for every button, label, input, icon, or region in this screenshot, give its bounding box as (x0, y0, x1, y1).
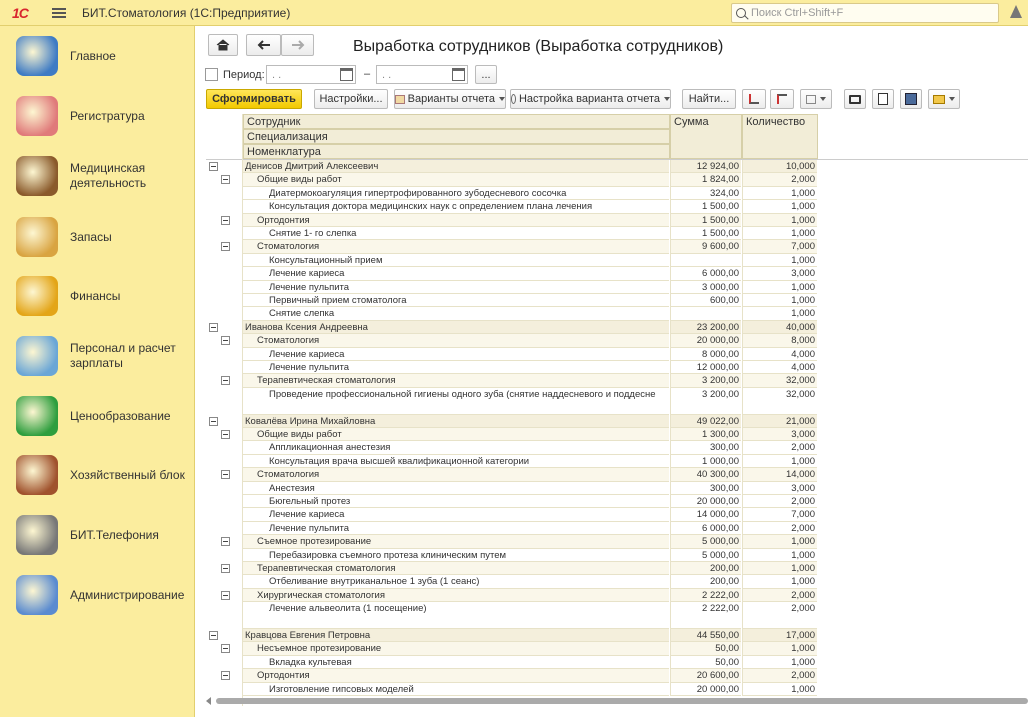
row-sum: 50,00 (670, 642, 741, 655)
sidebar-item-8[interactable] (0, 446, 195, 504)
date-to-value: . . (382, 68, 392, 81)
row-label: Отбеливание внутриканальное 1 зуба (1 сеанс) (243, 575, 669, 588)
sidebar (0, 26, 195, 717)
row-qty: 2,000 (742, 441, 817, 454)
save-button[interactable] (900, 89, 922, 109)
table-row[interactable] (206, 575, 1028, 588)
row-qty: 2,000 (742, 602, 817, 629)
row-label: Стоматология (243, 240, 669, 253)
row-qty: 1,000 (742, 683, 817, 696)
row-qty: 2,000 (742, 589, 817, 602)
period-select-button[interactable]: ... (475, 65, 497, 84)
row-sum: 9 600,00 (670, 240, 741, 253)
collapse-toggle-icon[interactable] (221, 470, 230, 479)
sidebar-item-5[interactable] (0, 267, 195, 325)
sidebar-item-label: Главное (70, 48, 116, 63)
row-qty: 4,000 (742, 348, 817, 361)
sidebar-item-3[interactable] (0, 147, 195, 205)
row-qty: 10,000 (742, 160, 817, 173)
row-sum: 20 000,00 (670, 334, 741, 347)
row-sum: 2 222,00 (670, 602, 741, 629)
row-label: Денисов Дмитрий Алексеевич (243, 160, 669, 173)
dropdown-arrow-icon (499, 97, 505, 101)
table-row[interactable] (206, 589, 1028, 602)
arrow-right-icon (291, 40, 305, 50)
sidebar-item-10[interactable] (0, 566, 195, 624)
row-qty: 3,000 (742, 428, 817, 441)
arrow-left-icon (257, 40, 271, 50)
grouping-icon (806, 95, 816, 104)
sidebar-item-1[interactable] (0, 27, 195, 85)
row-label: Ортодонтия (243, 214, 669, 227)
row-label: Лечение пульпита (243, 281, 669, 294)
table-row[interactable] (206, 441, 1028, 454)
report-spreadsheet[interactable] (206, 114, 1028, 706)
table-row[interactable] (206, 656, 1028, 669)
row-sum: 20 000,00 (670, 495, 741, 508)
table-row[interactable] (206, 374, 1028, 387)
variant-settings-button[interactable] (510, 89, 671, 109)
medical-case-icon (16, 156, 58, 196)
period-label: Период: (223, 69, 265, 81)
table-row[interactable] (206, 549, 1028, 562)
table-row[interactable] (206, 294, 1028, 307)
row-label: Лечение пульпита (243, 522, 669, 535)
nurse-icon (16, 96, 58, 136)
sidebar-item-label: БИТ.Телефония (70, 527, 159, 542)
toolbox-icon (16, 455, 58, 495)
header-specialization: Специализация (243, 129, 670, 144)
table-row[interactable] (206, 200, 1028, 213)
row-qty: 1,000 (742, 187, 817, 200)
row-sum: 14 000,00 (670, 508, 741, 521)
row-label: Консультационный прием (243, 254, 669, 267)
box-icon (16, 217, 58, 257)
page-title: Выработка сотрудников (Выработка сотрудников) (353, 38, 724, 55)
row-qty: 1,000 (742, 227, 817, 240)
row-sum: 5 000,00 (670, 535, 741, 548)
row-label: Съемное протезирование (243, 535, 669, 548)
collapse-toggle-icon[interactable] (221, 376, 230, 385)
row-sum: 1 500,00 (670, 214, 741, 227)
row-qty: 17,000 (742, 629, 817, 642)
row-qty: 2,000 (742, 522, 817, 535)
table-row[interactable] (206, 267, 1028, 280)
row-qty: 7,000 (742, 508, 817, 521)
row-qty: 1,000 (742, 200, 817, 213)
search-placeholder: Поиск Ctrl+Shift+F (751, 7, 844, 19)
table-row[interactable] (206, 187, 1028, 200)
forward-button[interactable] (281, 34, 314, 56)
generate-button[interactable]: Сформировать (206, 89, 302, 109)
expand-all-button[interactable] (742, 89, 766, 109)
variants-icon (395, 95, 405, 104)
table-row[interactable] (206, 468, 1028, 481)
table-row[interactable] (206, 334, 1028, 347)
row-label: Перебазировка съемного протеза клиническим путем (243, 549, 669, 562)
row-label: Консультация доктора медицинских наук с определением плана лечения (243, 200, 669, 213)
row-label: Анестезия (243, 482, 669, 495)
notification-bell-icon[interactable] (1010, 5, 1022, 18)
row-label: Первичный прием стоматолога (243, 294, 669, 307)
row-sum: 6 000,00 (670, 267, 741, 280)
row-label: Лечение кариеса (243, 508, 669, 521)
row-qty: 21,000 (742, 415, 817, 428)
home-icon (216, 39, 230, 51)
back-button[interactable] (246, 34, 281, 56)
collapse-toggle-icon[interactable] (221, 644, 230, 653)
row-sum: 40 300,00 (670, 468, 741, 481)
search-icon (736, 8, 746, 18)
collapse-all-icon (777, 94, 787, 104)
calendar-icon[interactable] (340, 68, 353, 81)
report-variants-label: Варианты отчета (407, 93, 495, 105)
row-label: Консультация врача высшей квалификационной категории (243, 455, 669, 468)
row-qty: 1,000 (742, 455, 817, 468)
header-qty: Количество (742, 114, 818, 159)
preview-button[interactable] (872, 89, 894, 109)
collapse-toggle-icon[interactable] (221, 591, 230, 600)
group-dropdown-button[interactable] (800, 89, 832, 109)
table-row[interactable] (206, 214, 1028, 227)
row-label: Иванова Ксения Андреевна (243, 321, 669, 334)
row-qty: 1,000 (742, 294, 817, 307)
collapse-toggle-icon[interactable] (209, 162, 218, 171)
row-sum: 200,00 (670, 575, 741, 588)
sidebar-item-label: Администрирование (70, 587, 185, 602)
computer-database-icon (16, 575, 58, 615)
row-label: Лечение пульпита (243, 361, 669, 374)
top-bar (0, 0, 1028, 26)
sidebar-item-label: Финансы (70, 288, 121, 303)
row-sum: 8 000,00 (670, 348, 741, 361)
table-row[interactable] (206, 254, 1028, 267)
row-sum: 2 222,00 (670, 589, 741, 602)
row-sum: 20 600,00 (670, 669, 741, 682)
table-row[interactable] (206, 495, 1028, 508)
table-row[interactable] (206, 361, 1028, 374)
table-row[interactable] (206, 321, 1028, 334)
row-label: Ортодонтия (243, 669, 669, 682)
row-qty: 1,000 (742, 575, 817, 588)
row-label: Лечение кариеса (243, 267, 669, 280)
collapse-toggle-icon[interactable] (221, 336, 230, 345)
row-label: Лечение кариеса (243, 348, 669, 361)
table-row[interactable] (206, 348, 1028, 361)
sidebar-item-6[interactable] (0, 327, 195, 385)
report-header (206, 114, 1028, 160)
row-qty: 4,000 (742, 361, 817, 374)
table-row[interactable] (206, 629, 1028, 642)
row-sum: 324,00 (670, 187, 741, 200)
row-sum: 12 000,00 (670, 361, 741, 374)
row-sum: 300,00 (670, 441, 741, 454)
row-label: Проведение профессиональной гигиены одного зуба (снятие наддесневого и поддесне (243, 388, 669, 415)
row-qty: 32,000 (742, 388, 817, 415)
row-label: Снятие 1- го слепка (243, 227, 669, 240)
row-sum: 1 500,00 (670, 200, 741, 213)
collapse-toggle-icon[interactable] (209, 323, 218, 332)
row-sum: 6 000,00 (670, 522, 741, 535)
floppy-disk-icon (905, 93, 917, 105)
row-sum: 20 000,00 (670, 683, 741, 696)
header-sum: Сумма (670, 114, 742, 159)
row-sum: 1 824,00 (670, 173, 741, 186)
staff-icon (16, 336, 58, 376)
dropdown-arrow-icon (949, 97, 955, 101)
collapse-toggle-icon[interactable] (221, 537, 230, 546)
table-row[interactable] (206, 455, 1028, 468)
report-variants-button[interactable] (394, 89, 506, 109)
date-to-field[interactable] (376, 65, 468, 84)
row-sum: 200,00 (670, 562, 741, 575)
row-label: Хирургическая стоматология (243, 589, 669, 602)
table-row[interactable] (206, 535, 1028, 548)
variant-settings-label: Настройка варианта отчета (518, 93, 660, 105)
collapse-all-button[interactable] (770, 89, 794, 109)
bar-chart-icon (16, 396, 58, 436)
period-checkbox[interactable] (205, 68, 218, 81)
row-qty: 1,000 (742, 535, 817, 548)
row-qty: 2,000 (742, 669, 817, 682)
row-sum: 44 550,00 (670, 629, 741, 642)
row-qty: 7,000 (742, 240, 817, 253)
row-label: Общие виды работ (243, 428, 669, 441)
row-label: Диатермокоагуляция гипертрофированного зубодесневого сосочка (243, 187, 669, 200)
row-sum: 600,00 (670, 294, 741, 307)
table-row[interactable] (206, 415, 1028, 428)
row-qty: 3,000 (742, 482, 817, 495)
table-row[interactable] (206, 307, 1028, 320)
row-sum: 1 000,00 (670, 455, 741, 468)
row-label: Бюгельный протез (243, 495, 669, 508)
row-label: Терапевтическая стоматология (243, 562, 669, 575)
settings-button[interactable]: Настройки... (314, 89, 388, 109)
main-area (196, 26, 1028, 717)
dropdown-arrow-icon (820, 97, 826, 101)
table-row[interactable] (206, 683, 1028, 696)
menu-icon[interactable] (52, 8, 66, 18)
print-button[interactable] (844, 89, 866, 109)
row-qty: 1,000 (742, 656, 817, 669)
table-row[interactable] (206, 428, 1028, 441)
collapse-toggle-icon[interactable] (209, 631, 218, 640)
row-qty: 3,000 (742, 267, 817, 280)
row-label: Снятие слепка (243, 307, 669, 320)
fax-icon (16, 515, 58, 555)
table-row[interactable] (206, 227, 1028, 240)
1c-logo: 1С (12, 4, 28, 21)
header-employee: Сотрудник (243, 114, 670, 129)
row-label: Кравцова Евгения Петровна (243, 629, 669, 642)
row-sum: 1 300,00 (670, 428, 741, 441)
calendar-icon[interactable] (452, 68, 465, 81)
print-preview-icon (878, 93, 888, 105)
row-qty: 1,000 (742, 281, 817, 294)
row-sum: 12 924,00 (670, 160, 741, 173)
table-row[interactable] (206, 240, 1028, 253)
row-sum (670, 254, 741, 267)
row-label: Стоматология (243, 334, 669, 347)
collapse-toggle-icon[interactable] (209, 417, 218, 426)
desk-lamp-icon (16, 36, 58, 76)
row-qty: 1,000 (742, 549, 817, 562)
row-qty: 40,000 (742, 321, 817, 334)
row-sum: 300,00 (670, 482, 741, 495)
coins-icon (16, 276, 58, 316)
sidebar-item-2[interactable] (0, 87, 195, 145)
row-sum: 3 200,00 (670, 374, 741, 387)
row-label: Ковалёва Ирина Михайловна (243, 415, 669, 428)
period-dash: – (364, 68, 371, 80)
gear-icon (511, 94, 516, 104)
date-from-field[interactable] (266, 65, 356, 84)
scroll-left-icon[interactable] (206, 697, 211, 705)
table-row[interactable] (206, 642, 1028, 655)
row-label: Аппликационная анестезия (243, 441, 669, 454)
row-qty: 1,000 (742, 307, 817, 320)
collapse-toggle-icon[interactable] (221, 671, 230, 680)
collapse-toggle-icon[interactable] (221, 175, 230, 184)
table-row[interactable] (206, 281, 1028, 294)
row-label: Терапевтическая стоматология (243, 374, 669, 387)
row-qty: 32,000 (742, 374, 817, 387)
row-qty: 1,000 (742, 254, 817, 267)
table-row[interactable] (206, 388, 1028, 415)
table-row[interactable] (206, 562, 1028, 575)
table-row[interactable] (206, 522, 1028, 535)
sidebar-item-label: Медицинская деятельность (70, 161, 147, 190)
row-sum: 1 500,00 (670, 227, 741, 240)
search-input[interactable] (731, 3, 999, 23)
row-label: Лечение альвеолита (1 посещение) (243, 602, 669, 629)
home-button[interactable] (208, 34, 238, 56)
printer-icon (849, 95, 861, 104)
row-qty: 1,000 (742, 214, 817, 227)
row-sum (670, 307, 741, 320)
row-label: Несъемное протезирование (243, 642, 669, 655)
expand-all-icon (749, 94, 759, 104)
row-sum: 3 000,00 (670, 281, 741, 294)
row-qty: 1,000 (742, 642, 817, 655)
row-label: Стоматология (243, 468, 669, 481)
envelope-icon (933, 95, 945, 104)
table-row[interactable] (206, 160, 1028, 173)
table-row[interactable] (206, 508, 1028, 521)
collapse-toggle-icon[interactable] (221, 242, 230, 251)
send-email-button[interactable] (928, 89, 960, 109)
collapse-toggle-icon[interactable] (221, 430, 230, 439)
row-qty: 14,000 (742, 468, 817, 481)
sidebar-item-label: Регистратура (70, 108, 145, 123)
table-row[interactable] (206, 173, 1028, 186)
header-nomenclature: Номенклатура (243, 144, 670, 159)
sidebar-item-label: Ценообразование (70, 408, 171, 423)
row-label: Общие виды работ (243, 173, 669, 186)
row-sum: 3 200,00 (670, 388, 741, 415)
collapse-toggle-icon[interactable] (221, 216, 230, 225)
sidebar-item-label: Запасы (70, 229, 112, 244)
row-qty: 2,000 (742, 495, 817, 508)
collapse-toggle-icon[interactable] (221, 564, 230, 573)
app-title: БИТ.Стоматология (1С:Предприятие) (82, 5, 291, 20)
table-row[interactable] (206, 669, 1028, 682)
sidebar-item-7[interactable] (0, 387, 195, 445)
row-qty: 2,000 (742, 173, 817, 186)
row-sum: 23 200,00 (670, 321, 741, 334)
row-qty: 1,000 (742, 562, 817, 575)
row-label: Изготовление гипсовых моделей (243, 683, 669, 696)
row-qty: 8,000 (742, 334, 817, 347)
find-button[interactable]: Найти... (682, 89, 736, 109)
row-sum: 5 000,00 (670, 549, 741, 562)
table-row[interactable] (206, 602, 1028, 629)
dropdown-arrow-icon (664, 97, 670, 101)
row-label: Вкладка культевая (243, 656, 669, 669)
horizontal-scrollbar[interactable] (216, 698, 1028, 704)
sidebar-item-4[interactable] (0, 208, 195, 266)
date-from-value: . . (272, 68, 282, 81)
row-sum: 49 022,00 (670, 415, 741, 428)
sidebar-item-label: Хозяйственный блок (70, 467, 185, 482)
row-sum: 50,00 (670, 656, 741, 669)
sidebar-item-label: Персонал и расчет зарплаты (70, 341, 176, 370)
sidebar-item-9[interactable] (0, 506, 195, 564)
table-row[interactable] (206, 482, 1028, 495)
